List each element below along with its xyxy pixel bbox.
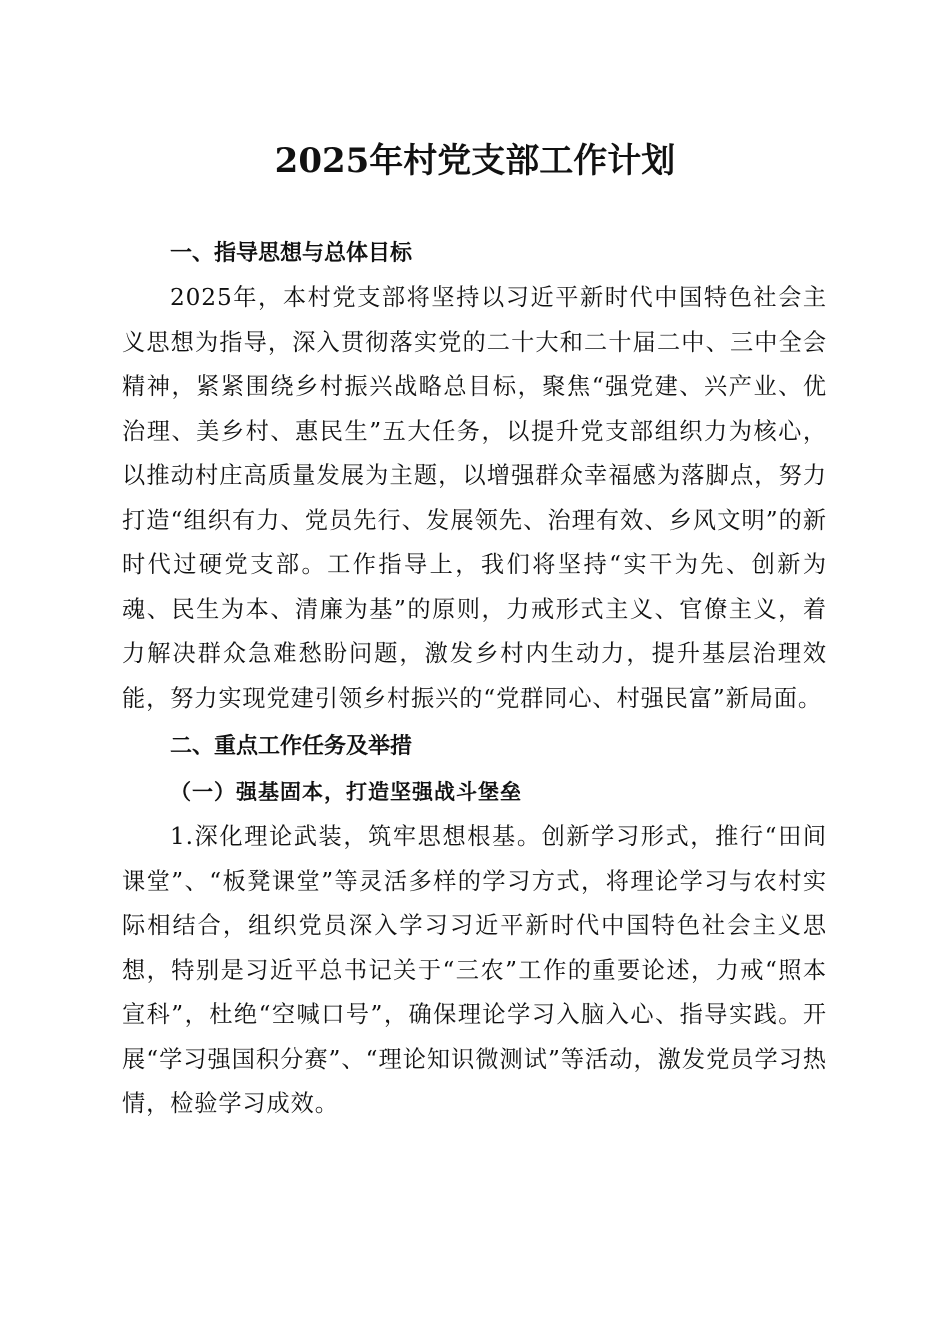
subheading-strengthen-foundation: （一）强基固本，打造坚强战斗堡垒: [170, 780, 522, 804]
paragraph-guiding-ideology: 2025年，本村党支部将坚持以习近平新时代中国特色社会主义思想为指导，深入贯彻落实党的二十大和二十届二中、三中全会精神，紧紧围绕乡村振兴战略总目标，聚焦“强党建、兴产业、优治理、美乡村、惠民生”五大任务，以提升党支部组织力为核心，以推动村庄高质量发展为主题，以增强群众幸福感为落脚点，努力打造“组织有力、党员先行、发展领先、治理有效、乡风文明”的新时代过硬党支部。工作指导上，我们将坚持“实干为先、创新为魂、民生为本、清廉为基”的原则，力戒形式主义、官僚主义，着力解决群众急难愁盼问题，激发乡村内生动力，提升基层治理效能，努力实现党建引领乡村振兴的“党群同心、村强民富”新局面。: [122, 284, 827, 712]
document-title: 2025年村党支部工作计划: [274, 141, 676, 181]
document-body: [122, 228, 827, 1127]
section-heading-key-tasks: 二、重点工作任务及举措: [170, 734, 413, 759]
paragraph-theory-study: 1.深化理论武装，筑牢思想根基。创新学习形式，推行“田间课堂”、“板凳课堂”等灵活多样的学习方式，将理论学习与农村实际相结合，组织党员深入学习习近平新时代中国特色社会主义思想，特别是习近平总书记关于“三农”工作的重要论述，力戒“照本宣科”，杜绝“空喊口号”，确保理论学习入脑入心、指导实践。开展“学习强国积分赛”、“理论知识微测试”等活动，激发党员学习热情，检验学习成效。: [122, 823, 827, 1117]
section-heading-guiding-ideology: 一、指导思想与总体目标: [170, 241, 413, 266]
